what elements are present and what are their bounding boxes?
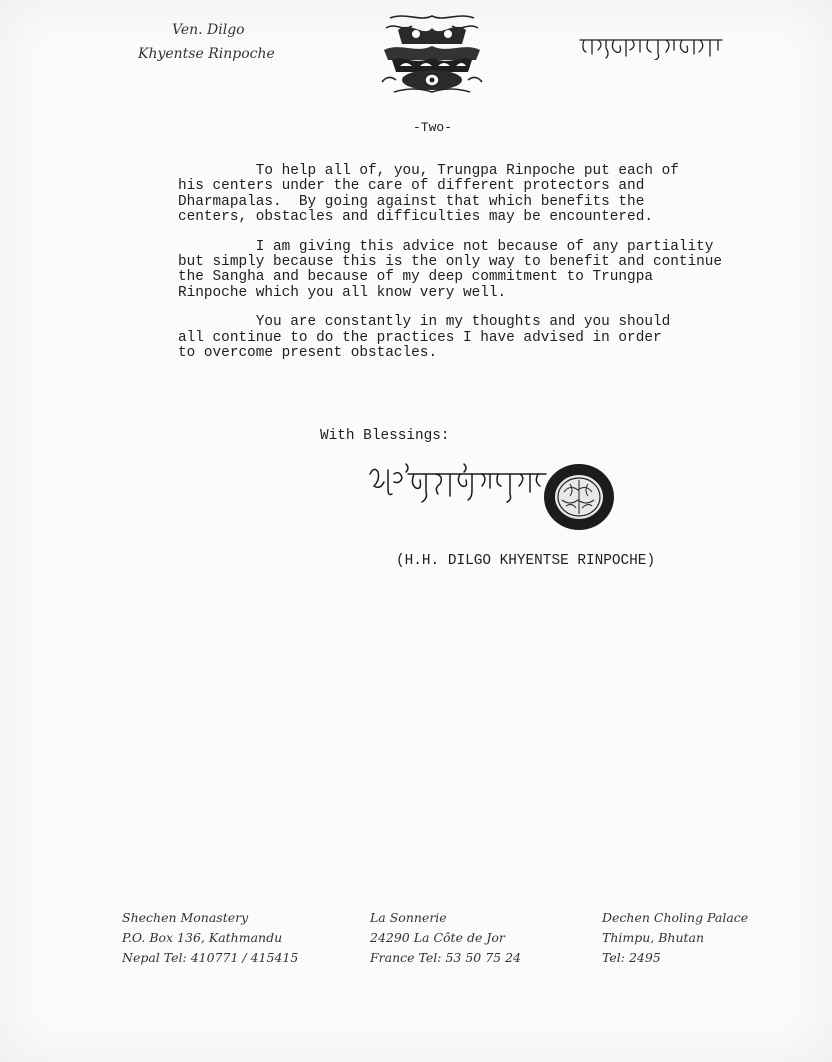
round-seal-stamp-icon [542,462,616,532]
letterhead-emblem-icon [376,10,488,100]
footer-line: P.O. Box 136, Kathmandu [122,930,283,945]
footer-line: Shechen Monastery [122,910,249,925]
handwritten-signature-icon [366,460,556,512]
letterhead-sender [138,18,275,66]
footer-address-bhutan [602,908,748,968]
footer-address-nepal [122,908,298,968]
signer-name: (H.H. DILGO KHYENTSE RINPOCHE) [396,553,656,569]
body-paragraph: I am giving this advice not because of any partiality but simply because this is the only way to benefit and continue the Sangha and because of my deep commitment to Trungpa Rinpoche which you all know very well. [178,238,723,301]
body-paragraph: You are constantly in my thoughts and you should all continue to do the practices I have advised in order to overcome present obstacles. [178,314,671,362]
sender-name-line1: Ven. Dilgo [172,22,245,38]
letter-body [178,164,778,375]
footer-line: La Sonnerie [370,910,447,925]
sender-name-line2: Khyentse Rinpoche [138,46,275,62]
footer-line: France Tel: 53 50 75 24 [370,950,522,965]
footer-line: Dechen Choling Palace [602,910,749,925]
body-paragraph: To help all of, you, Trungpa Rinpoche put each of his centers under the care of different protectors and Dharmapalas. By going against that which benefits the centers, obstacles and difficulties may be encountered. [178,163,679,226]
tibetan-script-heading-icon [578,34,724,60]
footer-address-france [370,908,521,968]
page-number: -Two- [413,120,453,135]
footer-line: Thimpu, Bhutan [602,930,705,945]
footer-line: Tel: 2495 [602,950,661,965]
footer-line: 24290 La Côte de Jor [370,930,505,945]
footer-line: Nepal Tel: 410771 / 415415 [122,950,299,965]
closing-salutation: With Blessings: [320,428,450,444]
